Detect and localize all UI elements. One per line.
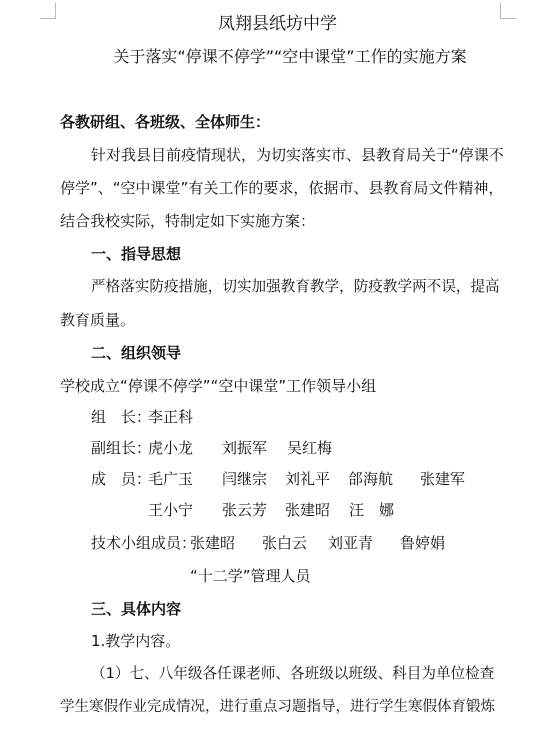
- tech-member-name: 张白云: [262, 534, 308, 552]
- member-name: 闫继宗: [222, 470, 268, 488]
- tech-member-name: 鲁婷娟: [400, 534, 446, 552]
- tech-member-name: 张建昭: [190, 534, 236, 552]
- tech-member-name: 刘亚青: [328, 534, 374, 552]
- deputy-label: 副组长：: [91, 439, 152, 457]
- school-name: 凤翔县纸坊中学: [218, 14, 337, 34]
- intro-line-2: 停学”、“空中课堂”有关工作的要求，依据市、县教育局文件精神，: [60, 179, 504, 197]
- member-name: 刘礼平: [285, 470, 331, 488]
- leadership-intro: 学校成立“停课不停学”“空中课堂”工作领导小组: [60, 377, 377, 395]
- member-name: 郃海航: [348, 470, 394, 488]
- section-3-item-1-line-2: 学生寒假作业完成情况，进行重点习题指导，进行学生寒假体育锻炼: [60, 699, 495, 715]
- member-name: 汪 娜: [349, 501, 395, 519]
- deputy-name: 刘振军: [222, 439, 268, 457]
- intro-line-1: [91, 145, 504, 165]
- section-3-heading: 三、具体内容: [91, 600, 182, 618]
- member-name: 毛广玉: [148, 470, 194, 488]
- member-name: 张建军: [420, 470, 466, 488]
- deputy-name: 虎小龙: [148, 439, 194, 457]
- intro-line-1-text: 针对我县目前疫情现状，为切实落实市、县教育局关于“停课不: [91, 146, 504, 164]
- leader-label: 组 长：: [91, 408, 152, 426]
- document-title: 关于落实“停课不停学”“空中课堂”工作的实施方案: [113, 47, 467, 66]
- member-name: 张建昭: [285, 501, 331, 519]
- member-label: 成 员：: [91, 470, 152, 488]
- intro-line-3: 结合我校实际，特制定如下实施方案：: [60, 212, 316, 230]
- salutation: 各教研组、各班级、全体师生：: [60, 113, 271, 131]
- member-name: 张云芳: [222, 501, 268, 519]
- admin-note: “十二学”管理人员: [190, 567, 311, 585]
- member-name: 王小宁: [148, 501, 194, 519]
- leader-name: 李正科: [148, 408, 194, 426]
- section-1-heading: 一、指导思想: [91, 245, 182, 263]
- section-1-line-1: 严格落实防疫措施，切实加强教育教学，防疫教学两不误，提高: [91, 278, 500, 295]
- deputy-name: 吴红梅: [287, 439, 333, 457]
- section-3-item-1: 1.教学内容。: [91, 632, 181, 650]
- section-1-line-2: 教育质量。: [60, 311, 136, 329]
- section-3-item-1-line-1: （1）七、八年级各任课老师、各班级以班级、科目为单位检查: [91, 665, 495, 682]
- tech-group-label: 技术小组成员：: [91, 534, 197, 552]
- section-2-heading: 二、组织领导: [91, 344, 182, 362]
